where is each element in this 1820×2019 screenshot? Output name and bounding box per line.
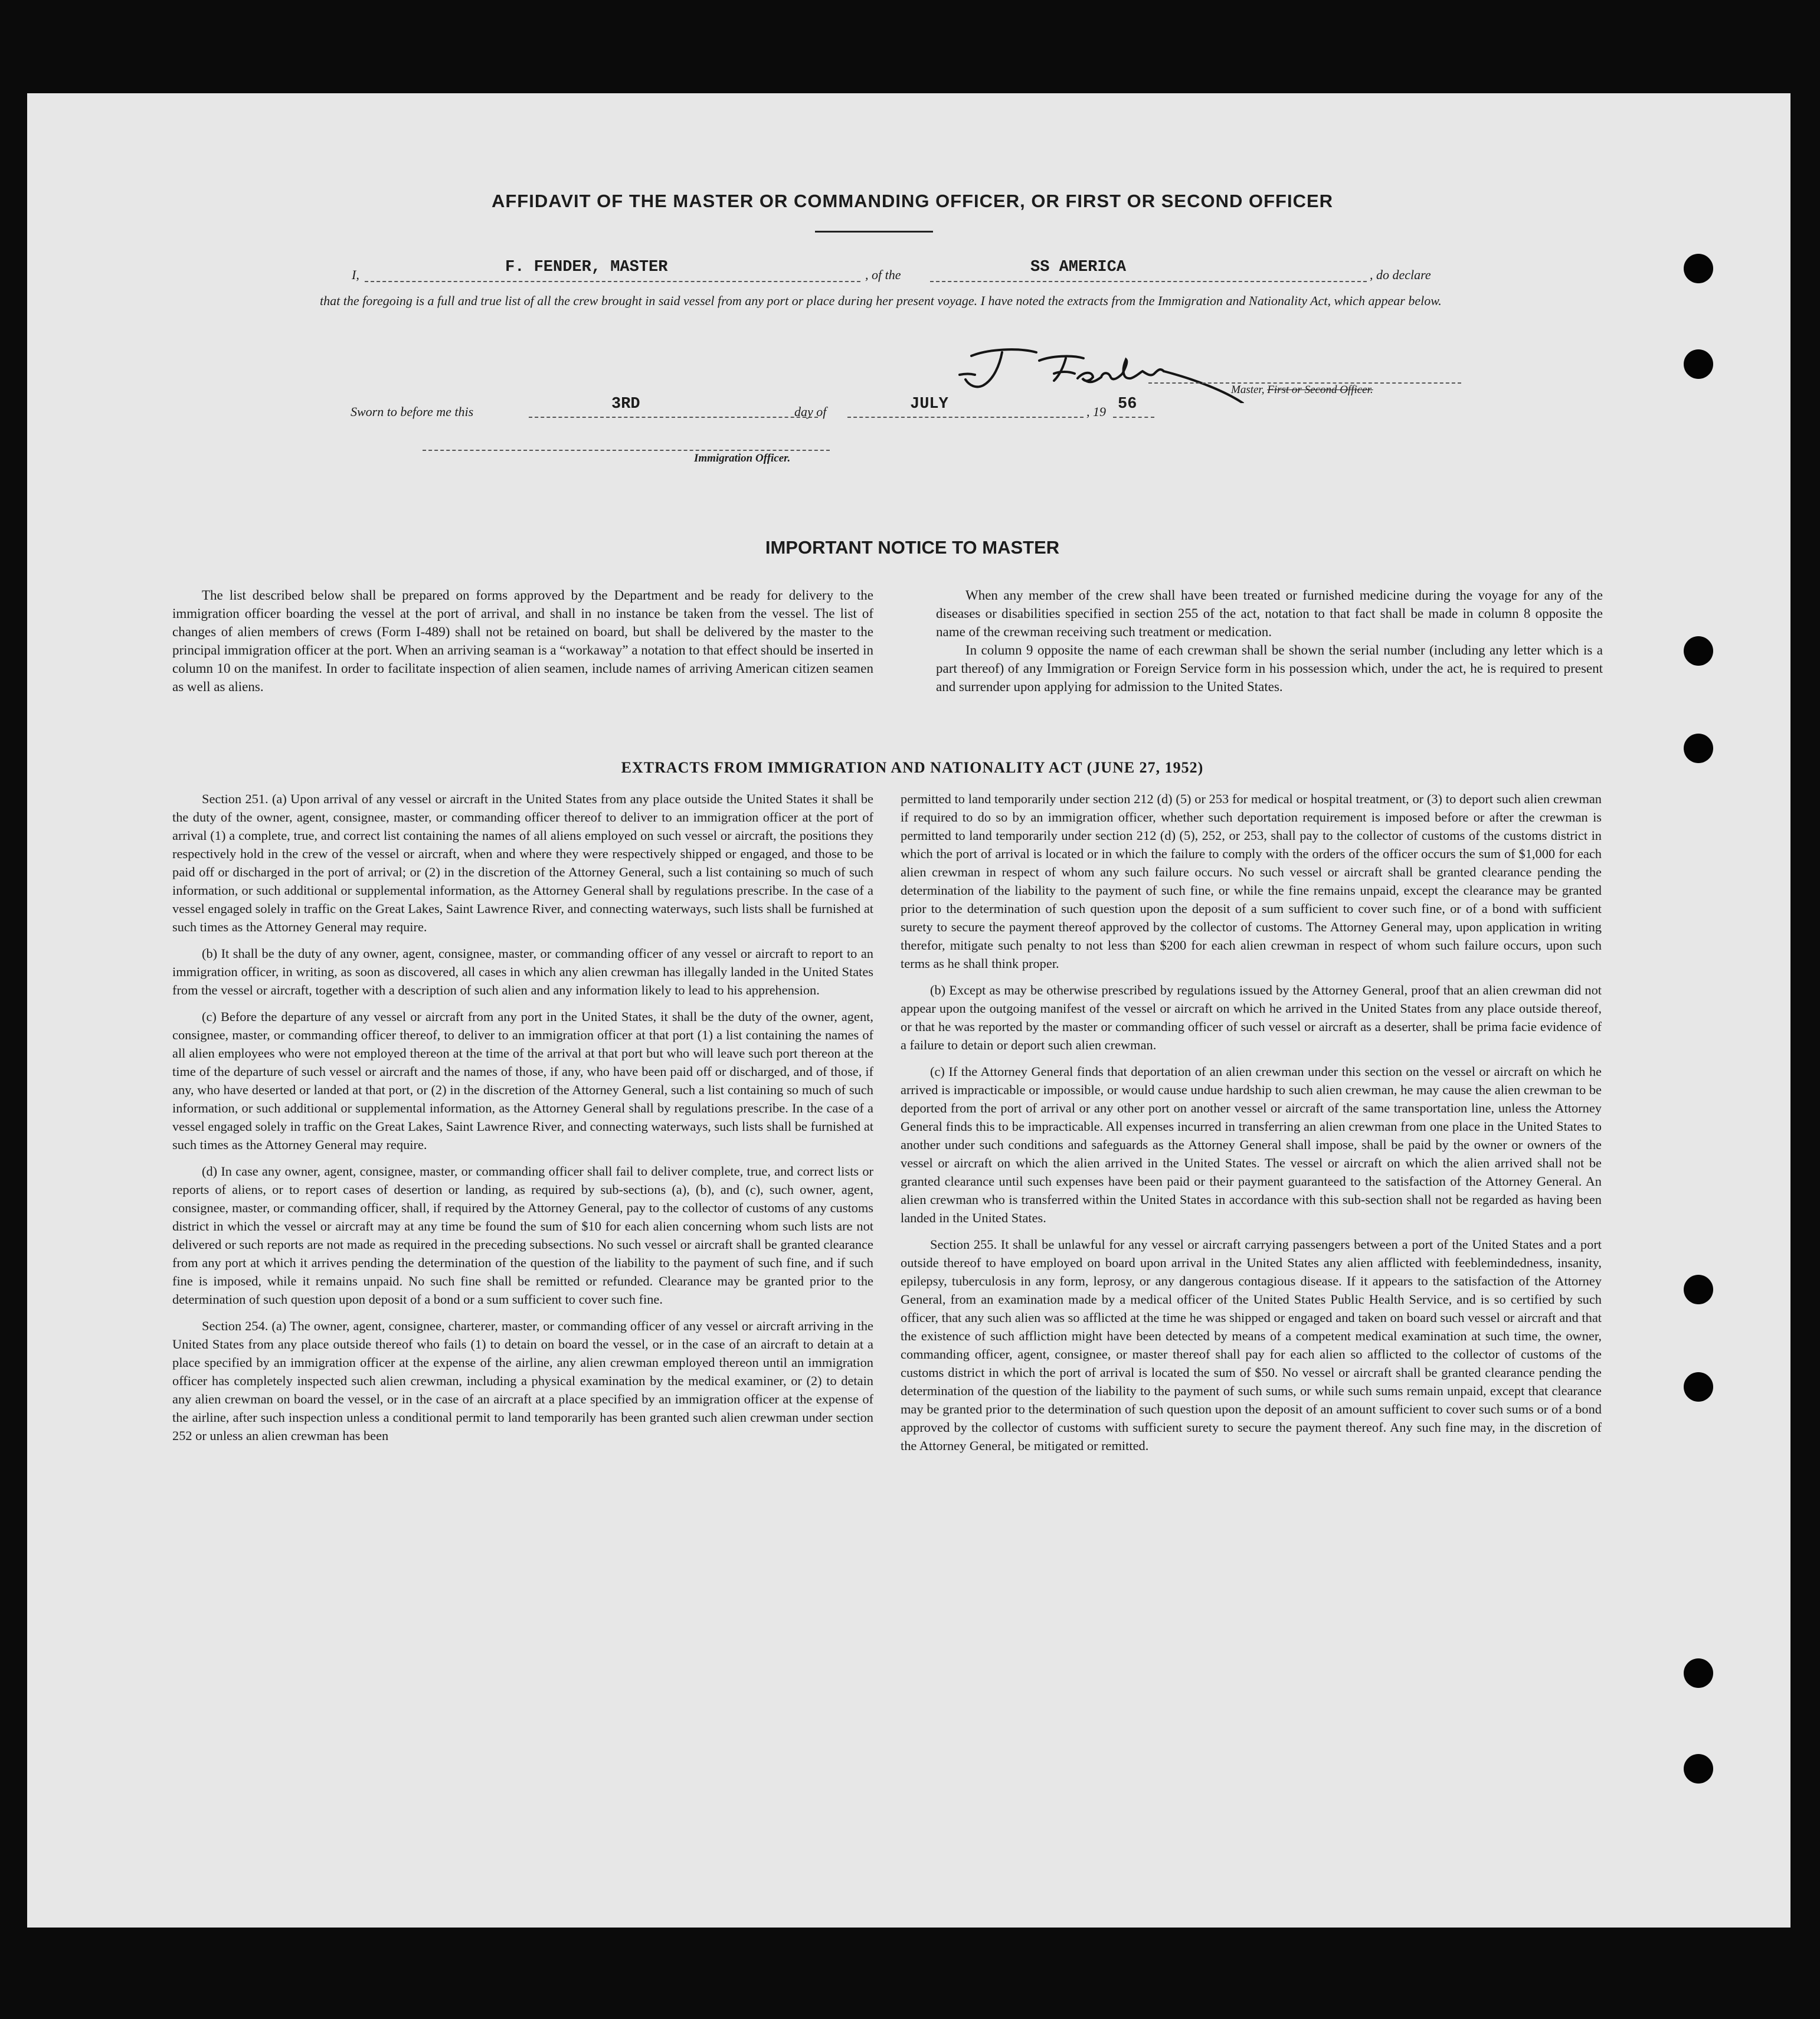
vessel-name-field[interactable]: SS AMERICA bbox=[1030, 258, 1127, 276]
master-name-line bbox=[365, 281, 860, 282]
officer-label: Immigration Officer. bbox=[694, 452, 791, 464]
extracts-title: EXTRACTS FROM IMMIGRATION AND NATIONALITY ACT (JUNE 27, 1952) bbox=[621, 759, 1204, 776]
extracts-left-column bbox=[172, 790, 873, 1453]
section-254-c: (c) If the Attorney General finds that deportation of an alien crewman under this section on the vessel or aircraft on which he arrived is impracticable or impossible, or would cause undue hardship to such alien crewman, he may cause the alien crewman to be deported from the port of arrival or any other port on another vessel or aircraft of the same transportation line, unless the Attorney General finds this to be impracticable. All expenses incurred in transferring an alien crewman from one place in the United States to another under such conditions and safeguards as the Attorney General shall impose, shall be paid by the owner or owners of the vessel or aircraft on which the alien arrived in the United States. The vessel or aircraft on which the alien arrived shall not be granted clearance until such expenses have been paid or their payment guaranteed to the satisfaction of the Attorney General. An alien crewman who is transferred within the United States in accordance with this sub-section shall not be regarded as having been landed in the United States. bbox=[901, 1064, 1602, 1225]
day-field[interactable]: 3RD bbox=[611, 395, 640, 413]
vessel-name-line bbox=[930, 281, 1367, 282]
notice-right-paragraph-2: In column 9 opposite the name of each crewman shall be shown the serial number (including any letter which is a part thereof) of any Immigration or Foreign Service form in his possession which, under the act, he is required to present and surrender upon applying for admission to the United States. bbox=[936, 643, 1603, 694]
year-field[interactable]: 56 bbox=[1118, 395, 1137, 413]
section-251-c: (c) Before the departure of any vessel or aircraft from any port in the United States, it shall be the duty of the owner, agent, consignee, master, or commanding officer thereof, to deliver to an immigration officer at that port (1) a list containing the names of all alien employees who were not employed thereon at the time of the arrival at that port but who will leave such port thereon at the time of the departure of such vessel or aircraft and the names of those, if any, who have been paid off or discharged, and of those, if any, who have deserted or landed at that port, or (2) in the discretion of the Attorney General, such a list containing so much of such information, or such additional or supplemental information, as the Attorney General shall by regulations prescribe. In the case of a vessel engaged solely in traffic on the Great Lakes, Saint Lawrence River, and connecting waterways, such lists shall be furnished at such times as the Attorney General may require. bbox=[172, 1009, 873, 1152]
punch-hole bbox=[1684, 254, 1713, 283]
section-254-a: Section 254. (a) The owner, agent, consignee, charterer, master, or commanding officer of any vessel or aircraft arriving in the United States from any place outside thereof who fails (1) to detain on board the vessel, or in the case of an aircraft to detain at a place specified by an immigration officer at the expense of the airline, any alien crewman employed thereon until an immigration officer has completely inspected such alien crewman, including a physical examination by the medical examiner, or (2) to detain any alien crewman on board the vessel, or in the case of an aircraft at a place specified by an immigration officer at the expense of the airline, after such inspection unless a conditional permit to land temporarily has been granted such alien crewman under section 252 or unless an alien crewman has been bbox=[172, 1318, 873, 1443]
signer-title-prefix: Master, bbox=[1231, 384, 1265, 396]
notice-right-paragraph-1: When any member of the crew shall have been treated or furnished medicine during the voyage for any of the diseases or disabilities specified in section 255 of the act, notation to that fact shall be made in column 8 opposite the name of the crewman receiving such treatment or medication. bbox=[936, 588, 1603, 639]
section-251-d: (d) In case any owner, agent, consignee, master, or commanding officer shall fail to deliver complete, true, and correct lists or reports of aliens, or to report cases of desertion or landing, as required by sub-sections (a), (b), and (c), such owner, agent, consignee, master, or commanding officer, shall, if required by the Attorney General, pay to the collector of customs of any customs district in which the vessel or aircraft may at any time be found the sum of $10 for each alien concerning whom such lists are not delivered or such reports are not made as required in the preceding subsections. No such vessel or aircraft shall be granted clearance from any port at which it arrives pending the determination of the question of the liability to the payment of such fine, and if such fine is imposed, while it remains unpaid. No such fine shall be remitted or refunded. Clearance may be granted prior to the determination of such question upon deposit of a bond or a sum sufficient to cover such fine. bbox=[172, 1164, 873, 1307]
do-declare-label: , do declare bbox=[1370, 267, 1431, 282]
punch-hole bbox=[1684, 1275, 1713, 1304]
notice-title: IMPORTANT NOTICE TO MASTER bbox=[765, 537, 1060, 558]
day-line bbox=[529, 417, 818, 418]
affidavit-title: AFFIDAVIT OF THE MASTER OR COMMANDING OFFICER, OR FIRST OR SECOND OFFICER bbox=[491, 191, 1334, 211]
of-the-label: , of the bbox=[865, 267, 901, 282]
sworn-label: Sworn to before me this bbox=[351, 404, 474, 419]
section-251-a: Section 251. (a) Upon arrival of any vessel or aircraft in the United States from any place outside the United States it shall be the duty of the owner, agent, consignee, master, or commanding officer thereof to deliver to an immigration officer at the port of arrival (1) a complete, true, and correct list containing the names of all aliens employed on such vessel or aircraft, the positions they respectively hold in the crew of the vessel or aircraft, when and where they were respectively shipped or engaged, and those to be paid off or discharged in the port of arrival; or (2) in the discretion of the Attorney General, such a list containing so much of such information, or such additional or supplemental information, as the Attorney General shall by regulations prescribe. In the case of a vessel engaged solely in traffic on the Great Lakes, Saint Lawrence River, and connecting waterways, such lists shall be furnished at such times as the Attorney General may require. bbox=[172, 791, 873, 934]
title-divider bbox=[815, 231, 933, 233]
document-page bbox=[27, 93, 1790, 1928]
year-line bbox=[1113, 417, 1154, 418]
punch-hole bbox=[1684, 1372, 1713, 1402]
signer-title-struck: First or Second Officer. bbox=[1267, 384, 1373, 396]
i-label: I, bbox=[352, 267, 359, 282]
punch-hole bbox=[1684, 1754, 1713, 1784]
day-of-label: day of bbox=[794, 404, 827, 419]
punch-hole bbox=[1684, 1658, 1713, 1688]
year-prefix: , 19 bbox=[1086, 404, 1106, 419]
section-254-a-continued: permitted to land temporarily under section 212 (d) (5) or 253 for medical or hospital treatment, or (3) to deport such alien crewman if required to do so by an immigration officer, whether such deportation requirement is imposed before or after the crewman is permitted to land temporarily under section 212 (d) (5), 252, or 253, shall pay to the collector of customs of the customs district in which the port of arrival is located or in which the failure to comply with the orders of the officer occurs the sum of $1,000 for each alien crewman in respect of whom any such failure occurs. No such vessel or aircraft shall be granted clearance pending the determination of the liability to the payment of such fine, or while the fine remains unpaid, except the clearance may be granted prior to the determination of such question upon the deposit of a sum sufficient to cover such fine, or of a bond with sufficient surety to secure the payment thereof approved by the collector of customs. The Attorney General may, upon application in writing therefor, mitigate such penalty to not less than $200 for each alien crewman in respect of whom such failure occurs, upon such terms as he shall think proper. bbox=[901, 791, 1602, 971]
punch-hole bbox=[1684, 636, 1713, 666]
signer-title bbox=[1231, 384, 1373, 397]
declaration-text: that the foregoing is a full and true list of all the crew brought in said vessel from any port or place during her present voyage. I have noted the extracts from the Immigration and Nationality Act, which appear below. bbox=[320, 293, 1442, 308]
extracts-right-column bbox=[901, 790, 1602, 1463]
master-name-field[interactable]: F. FENDER, MASTER bbox=[505, 258, 668, 276]
month-line bbox=[847, 417, 1084, 418]
month-field[interactable]: JULY bbox=[910, 395, 948, 413]
punch-hole bbox=[1684, 349, 1713, 379]
officer-signature-line bbox=[423, 450, 830, 451]
punch-hole bbox=[1684, 734, 1713, 763]
section-251-b: (b) It shall be the duty of any owner, agent, consignee, master, or commanding officer of any vessel or aircraft to report to an immigration officer, in writing, as soon as discovered, all cases in which any alien crewman has illegally landed in the United States from the vessel or aircraft, together with a description of such alien and any information likely to lead to his apprehension. bbox=[172, 946, 873, 997]
notice-right-column bbox=[936, 586, 1603, 704]
notice-left-column bbox=[172, 586, 873, 704]
section-255: Section 255. It shall be unlawful for any vessel or aircraft carrying passengers between a port of the United States and a port outside thereof to have employed on board upon arrival in the United States any alien afflicted with feeblemindedness, insanity, epilepsy, tuberculosis in any form, leprosy, or any dangerous contagious disease. If it appears to the satisfaction of the Attorney General, from an examination made by a medical officer of the United States Public Health Service, and is so certified by such officer, that any such alien was so afflicted at the time he was shipped or engaged and taken on board such vessel or aircraft and that the existence of such affliction might have been detected by means of a competent medical examination at such time, the owner, commanding officer, agent, consignee, or master thereof shall pay for each alien so afflicted to the collector of customs of the customs district in which the port of arrival is located the sum of $50. No vessel or aircraft shall be granted clearance pending the determination of the question of the liability to the payment of such sums, or while such sums remain unpaid, except that clearance may be granted prior to the determination of such question upon the deposit of an amount sufficient to cover such sums or of a bond approved by the collector of customs with sufficient surety to secure the payment thereof. Any such fine may, in the discretion of the Attorney General, be mitigated or remitted. bbox=[901, 1237, 1602, 1453]
notice-left-paragraph: The list described below shall be prepared on forms approved by the Department and be ready for delivery to the immigration officer boarding the vessel at the port of arrival, and shall in no instance be taken from the vessel. The list of changes of alien members of crews (Form I-489) shall not be retained on board, but shall be delivered by the master to the principal immigration officer at the port. When an arriving seaman is a “workaway” a notation to that effect should be inserted in column 10 on the manifest. In order to facilitate inspection of alien seamen, include names of arriving American citizen seamen as well as aliens. bbox=[172, 588, 873, 694]
section-254-b: (b) Except as may be otherwise prescribed by regulations issued by the Attorney General, proof that an alien crewman did not appear upon the outgoing manifest of the vessel or aircraft on which he arrived in the United States from any place outside thereof, or that he was reported by the master or commanding officer of such vessel or aircraft as a deserter, shall be prima facie evidence of a failure to detain or deport such alien crewman. bbox=[901, 983, 1602, 1052]
